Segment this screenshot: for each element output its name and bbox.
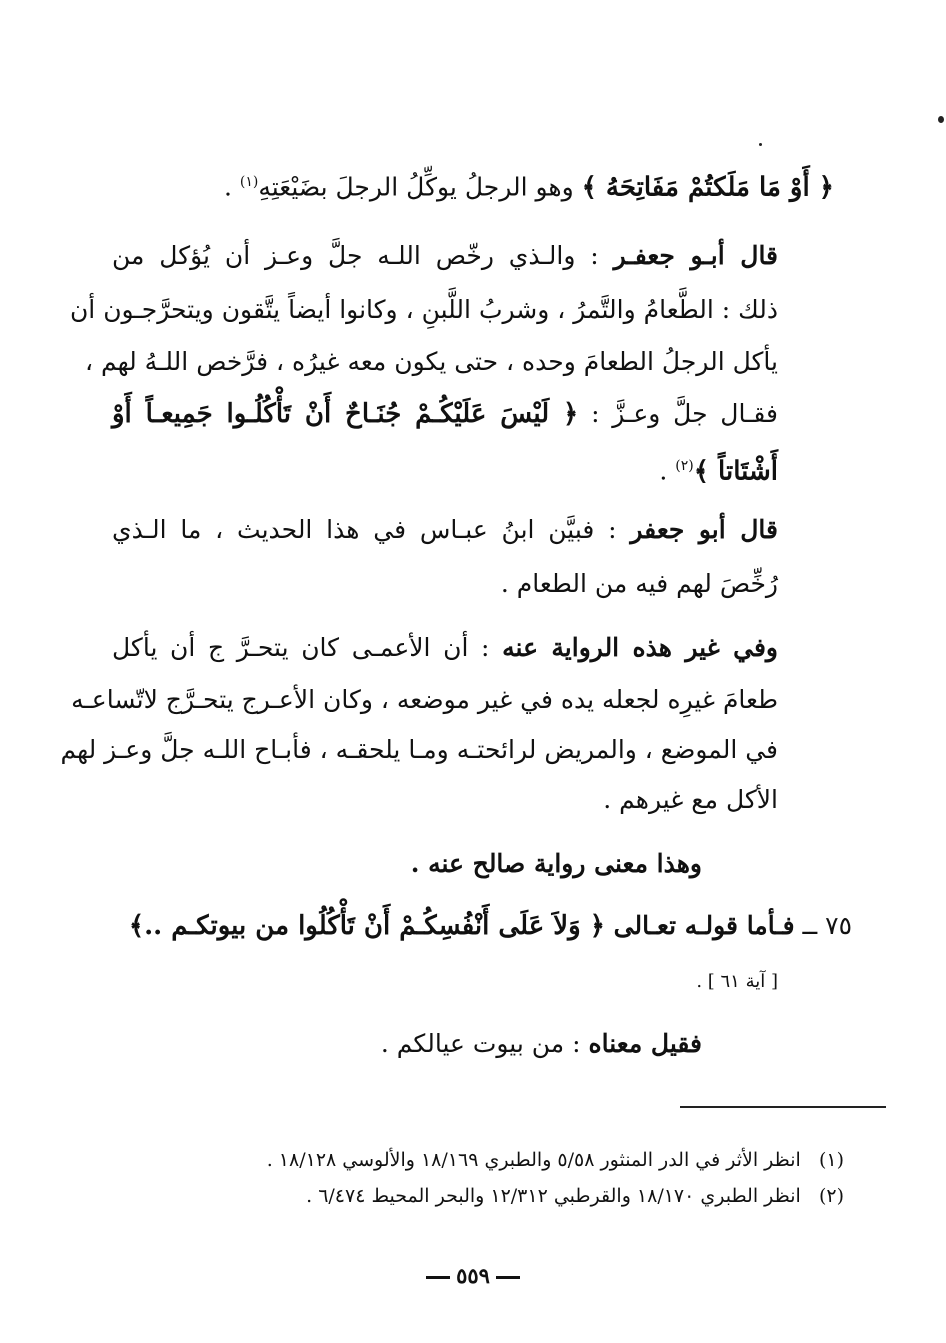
footnote — [306, 1182, 844, 1210]
commentary-text: وهو الرجلُ يوكِّلُ الرجلَ بضَيْعَتِهِ — [258, 172, 582, 202]
paragraph-line: يأكل الرجلُ الطعامَ وحده ، حتى يكون معه غيرُه ، فرَّخص اللـهُ لهم ، — [84, 347, 778, 376]
speaker-label: وفي غير هذه الرواية عنه — [502, 633, 779, 662]
quran-quote: ﴿ أَوْ مَا مَلَكتُمْ مَفَاتِحَهُ ﴾ — [581, 172, 834, 203]
footnote — [267, 1146, 844, 1174]
paragraph-text: : فبيَّن ابنُ عبـاس في هذا الحديث ، ما الـذي — [112, 515, 631, 544]
paragraph-line: في الموضع ، والمريض لرائحتـه ومـا يلحقـه ، فأبـاح اللـه جلَّ وعـز لهم — [60, 735, 778, 764]
verse-reference: [ آية ٦١ ] . — [696, 971, 778, 992]
page-number-dash-right — [496, 1276, 520, 1279]
scan-speck — [759, 143, 762, 146]
speaker-label: فقيل معناه — [588, 1029, 702, 1058]
paragraph-line: رُخِّصَ لهم فيه من الطعام . — [500, 569, 778, 598]
footnote-ref: (١) — [239, 174, 259, 190]
footnote-text: انظر الأثر في الدر المنثور ٥/٥٨ والطبري ١٨/١٦٩ والألوسي ١٨/١٢٨ . — [266, 1149, 801, 1171]
quran-quote: ﴿ لَيْسَ عَلَيْكُـمْ جُنَـاحٌ أَنْ تَأْكُلُـوا جَمِيعـاً أَوْ — [112, 399, 579, 429]
paragraph-text: : أن الأعمـى كان يتحـرَّ ج أن يأكل — [112, 633, 503, 662]
paragraph-line — [659, 446, 778, 491]
footnote-text: انظر الطبري ١٨/١٧٠ والقرطبي ١٢/٣١٢ والبحر المحيط ٦/٤٧٤ . — [306, 1185, 801, 1207]
footnote-number: (١) — [818, 1149, 844, 1171]
quran-quote: ﴿ وَلاَ عَلَى أَنْفُسِكُـمْ أَنْ تَأْكُلُوا من بيوتكـم ..﴾ — [128, 911, 605, 941]
paragraph-line — [112, 628, 778, 668]
footnote-separator — [680, 1106, 886, 1108]
section-lead: فـأما قولـه تعـالى — [604, 911, 795, 940]
paragraph-line: وهذا معنى رواية صالح عنه . — [410, 849, 702, 878]
speaker-label: قال أبـو جعفـر — [613, 241, 779, 270]
scan-speck — [938, 116, 944, 123]
section-number: ٧٥ ــ — [794, 911, 852, 940]
paragraph-line: الأكل مع غيرهم . — [603, 785, 778, 814]
paragraph-text: : من بيوت عيالكم . — [380, 1029, 589, 1058]
punctuation: . — [659, 456, 676, 486]
quran-quote: أَشْتَاتاً ﴾ — [693, 456, 778, 487]
page-number-value: ٥٥٩ — [456, 1263, 490, 1288]
section-heading — [129, 906, 852, 946]
paragraph-line — [112, 236, 778, 276]
paragraph-text: : والـذي رخّص اللـه جلَّ وعـز أن يُؤكل من — [112, 241, 614, 270]
paragraph-text: فقـال جلَّ وعـزَّ : — [578, 399, 778, 428]
paragraph-line: ذلك : الطَّعامُ والتَّمرُ ، وشربُ اللَّبنِ ، وكانوا أيضاً يتَّقون ويتحرَّجـون أن — [69, 295, 778, 324]
paragraph-line — [381, 1024, 702, 1064]
speaker-label: قال أبو جعفر — [630, 515, 778, 544]
paragraph-line — [112, 510, 778, 550]
page-number — [0, 1263, 946, 1288]
footnote-ref: (٢) — [675, 458, 694, 474]
verse-continuation-line — [224, 162, 834, 207]
paragraph-line: طعامَ غيرِه لجعله يده في غير موضعه ، وكان الأعـرج يتحـرَّج لاتّساعـه — [71, 685, 778, 714]
footnote-number: (٢) — [818, 1185, 844, 1207]
punctuation: . — [223, 172, 240, 202]
paragraph-line — [112, 394, 778, 434]
page-number-dash-left — [426, 1276, 450, 1279]
